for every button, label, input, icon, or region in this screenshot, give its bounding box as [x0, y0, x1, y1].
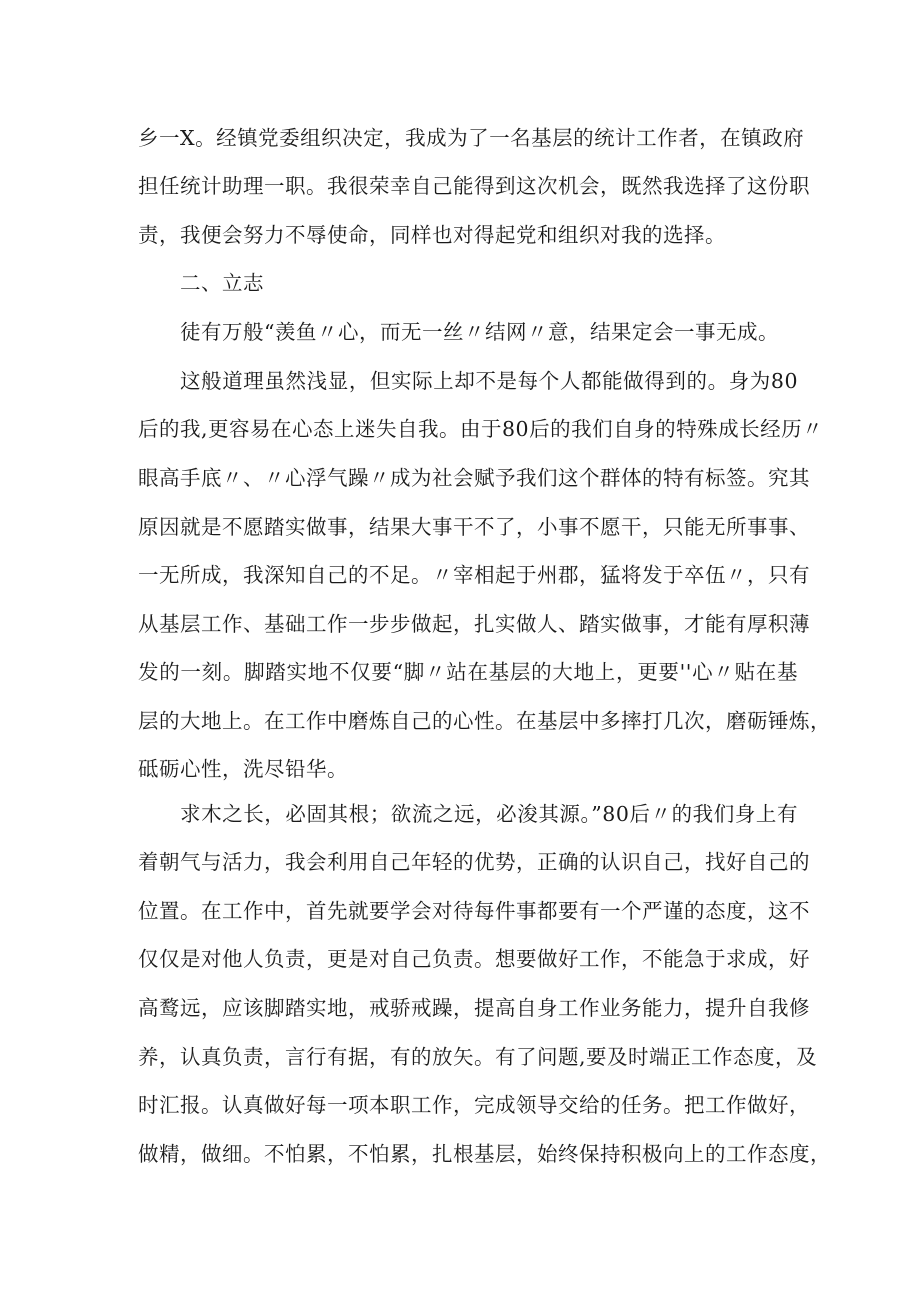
text-line: 担任统计助理一职。我很荣幸自己能得到这次机会，既然我选择了这份职: [138, 174, 810, 198]
text-line: 后的我,更容易在心态上迷失自我。由于80后的我们自身的特殊成长经历〃: [138, 417, 824, 441]
text-line: 仅仅是对他人负责，更是对自己负责。想要做好工作，不能急于求成，好: [138, 947, 810, 971]
text-line: 徒有万般“羡鱼〃心，而无一丝〃结网〃意，结果定会一事无成。: [180, 320, 779, 344]
section-heading: 二、立志: [180, 271, 264, 295]
text-line: 时汇报。认真做好每一项本职工作，完成领导交给的任务。把工作做好，: [138, 1093, 810, 1117]
text-line: 一无所成，我深知自己的不足。〃宰相起于州郡，猛将发于卒伍〃，只有: [138, 563, 810, 587]
text-line: 发的一刻。脚踏实地不仅要“脚〃站在基层的大地上，更要''心〃贴在基: [138, 660, 798, 684]
text-line: 着朝气与活力，我会利用自己年轻的优势，正确的认识自己，找好自己的: [138, 850, 810, 874]
text-line: 位置。在工作中，首先就要学会对待每件事都要有一个严谨的态度，这不: [138, 899, 810, 923]
text-line: 做精，做细。不怕累，不怕累，扎根基层，始终保持积极向上的工作态度，: [138, 1142, 831, 1166]
text-line: 责，我便会努力不辱使命，同样也对得起党和组织对我的选择。: [138, 223, 726, 247]
text-line: 从基层工作、基础工作一步步做起，扎实做人、踏实做事，才能有厚积薄: [138, 612, 810, 636]
text-line: 高鹜远，应该脚踏实地，戒骄戒躁，提高自身工作业务能力，提升自我修: [138, 996, 810, 1020]
text-line: 这般道理虽然浅显，但实际上却不是每个人都能做得到的。身为80: [180, 369, 798, 393]
text-line: 求木之长，必固其根；欲流之远，必浚其源。”80后〃的我们身上有: [180, 802, 798, 826]
text-line: 乡一X。经镇党委组织决定，我成为了一名基层的统计工作者，在镇政府: [138, 126, 805, 150]
text-line: 原因就是不愿踏实做事，结果大事干不了，小事不愿干，只能无所事事、: [138, 515, 810, 539]
text-line: 砥砺心性，洗尽铅华。: [138, 757, 348, 781]
text-line: 层的大地上。在工作中磨炼自己的心性。在基层中多摔打几次，磨砺锤炼，: [138, 709, 831, 733]
text-line: 养，认真负责，言行有据，有的放矢。有了问题,要及时端正工作态度，及: [138, 1045, 818, 1069]
text-line: 眼高手底〃、〃心浮气躁〃成为社会赋予我们这个群体的特有标签。究其: [138, 466, 810, 490]
